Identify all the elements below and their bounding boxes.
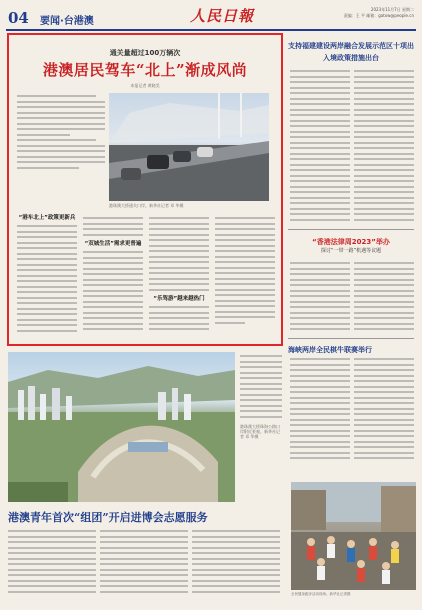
lead-col-3 xyxy=(149,217,209,334)
right-col-3 xyxy=(290,262,350,334)
lead-article-box xyxy=(7,33,283,346)
section-title: 要闻·台港澳 xyxy=(40,16,94,27)
header-date: 2023年11月7日 星期二 xyxy=(370,7,414,12)
bottom-headline: 港澳青年首次“组团”开启进博会志愿服务 xyxy=(8,511,208,524)
right-headline-2-title: “香港法律周2023”举办 xyxy=(312,238,390,246)
bottom-col-3 xyxy=(192,530,280,596)
right-headline-3: 海峡两岸全民棋牛联赛举行 xyxy=(288,346,372,354)
lead-intro-text xyxy=(17,95,105,172)
lead-kicker: 通关量超过100万辆次 xyxy=(109,49,181,57)
lead-col-2 xyxy=(83,217,143,334)
right-col-1 xyxy=(290,70,350,224)
mid-photo-caption: 港珠澳大桥珠海公路口岸附近景观。新华社记者 邓 华摄 xyxy=(240,423,280,439)
lead-headline: 港澳居民驾车“北上”渐成风尚 xyxy=(42,61,248,79)
lead-subhead: “乐驾游”越来越热门 xyxy=(153,296,205,302)
lead-byline: 本报记者 黄晓美 xyxy=(130,83,160,88)
header-rule xyxy=(6,29,416,31)
lead-col-4 xyxy=(215,217,275,327)
lead-subhead: “港车北上”政策更新兵 xyxy=(18,215,76,221)
right-headline-2 xyxy=(288,237,414,254)
lead-photo-bridge xyxy=(109,93,269,201)
lead-photo-caption: 港珠澳大桥通关口岸。新华社记者 邓 华摄 xyxy=(109,203,184,208)
lead-col-1 xyxy=(17,211,77,335)
mid-photo-caption-area xyxy=(240,355,282,485)
right-headline: 支持福建建设两岸融合发展示范区十项出入境政策措施出台 xyxy=(288,42,414,62)
right-divider xyxy=(288,229,414,230)
lead-subhead: “双城生活”需求更普遍 xyxy=(84,241,142,247)
header-editor: 责编：王 平 邮箱：gatxw@people.cn xyxy=(343,13,414,18)
right-col-2 xyxy=(354,70,414,224)
bottom-col-1 xyxy=(8,530,96,596)
right-divider xyxy=(288,338,414,339)
bottom-col-2 xyxy=(100,530,188,596)
mid-photo-cityscape xyxy=(8,352,235,502)
page-header xyxy=(0,0,422,30)
right-headline-2-subtitle: 探讨“一带一路”机遇等议题 xyxy=(320,248,382,254)
right-col-6 xyxy=(354,358,414,463)
bottom-photo-caption: 全民健身跑步活动现场。新华社记者摄 xyxy=(291,592,351,596)
page-number: 04 xyxy=(8,9,29,27)
right-col-5 xyxy=(290,358,350,463)
header-meta xyxy=(304,7,414,19)
right-col-4 xyxy=(354,262,414,334)
bottom-photo-runners xyxy=(291,482,416,590)
masthead-logo: 人民日報 xyxy=(190,7,255,25)
